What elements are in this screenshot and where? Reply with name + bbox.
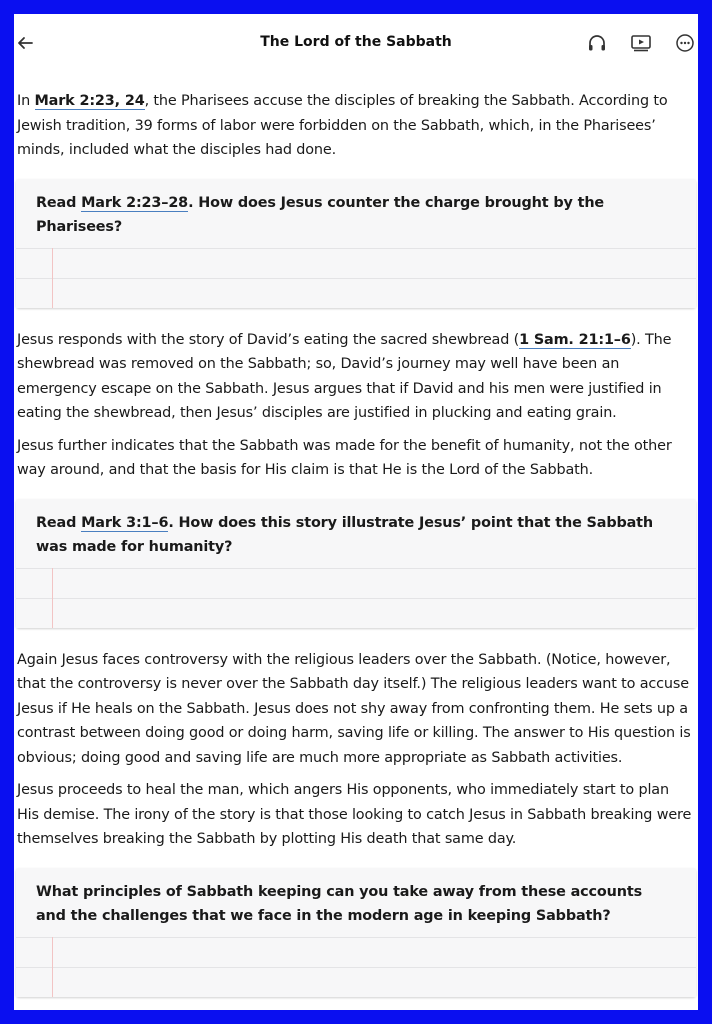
page-title: The Lord of the Sabbath (260, 34, 452, 50)
lesson-content (14, 72, 698, 997)
answer-line[interactable] (16, 248, 696, 278)
answer-line[interactable] (16, 598, 696, 628)
margin-rule (52, 568, 53, 628)
answer-line[interactable] (16, 967, 696, 997)
answer-line[interactable] (16, 937, 696, 967)
play-video-icon[interactable] (628, 30, 654, 56)
paragraph: Jesus proceeds to heal the man, which angers His opponents, who immediately start to plan His demise. The irony of the story is that those looking to catch Jesus in Sabbath breaking were themselves breaking the Sabbath by plotting His death that same day. (17, 782, 692, 847)
scripture-link[interactable]: 1 Sam. 21:1–6 (519, 331, 631, 348)
question-text: Read Mark 3:1–6. How does this story illustrate Jesus’ point that the Sabbath was made for humanity? (36, 514, 654, 555)
paragraph: Jesus responds with the story of David’s eating the sacred shewbread (1 Sam. 21:1–6). The shewbread was removed on the Sabbath; so, David’s journey may well have been an emergency escape on the Sabbath. Jesus argues that if David and his men were justified in eating the shewbread, then Jesus’ disciples are justified in plucking and eating grain. (17, 331, 672, 421)
more-options-icon[interactable] (672, 30, 698, 56)
top-bar (14, 14, 698, 72)
scripture-link[interactable]: Mark 2:23, 24 (34, 93, 145, 109)
question-box (16, 868, 696, 997)
answer-field[interactable] (16, 568, 696, 628)
answer-line[interactable] (16, 278, 696, 308)
answer-field[interactable] (16, 248, 696, 308)
margin-rule (52, 937, 53, 997)
scripture-link[interactable]: Mark 3:1–6 (81, 514, 169, 531)
paragraph: Jesus further indicates that the Sabbath was made for the benefit of humanity, not the other way around, and that the basis for His claim is that He is the Lord of the Sabbath. (17, 437, 672, 478)
question-box (16, 499, 696, 628)
paragraph: In Mark 2:23, 24, the Pharisees accuse the disciples of breaking the Sabbath. According to Jewish tradition, 39 forms of labor were forbidden on the Sabbath, which, in the Pharisees’ minds, included what the disciples had done. (17, 93, 668, 158)
app-window (14, 14, 698, 1010)
question-text: What principles of Sabbath keeping can you take away from these accounts and the challenges that we face in the modern age in keeping Sabbath? (36, 883, 642, 924)
answer-field[interactable] (16, 937, 696, 997)
answer-line[interactable] (16, 568, 696, 598)
question-box (16, 179, 696, 308)
headphones-icon[interactable] (584, 30, 610, 56)
scripture-link[interactable]: Mark 2:23–28 (81, 194, 189, 211)
question-text: Read Mark 2:23–28. How does Jesus counter the charge brought by the Pharisees? (36, 194, 605, 235)
paragraph: Again Jesus faces controversy with the religious leaders over the Sabbath. (Notice, however, that the controversy is never over the Sabbath day itself.) The religious leaders want to accuse Jesus if He heals on the Sabbath. Jesus does not shy away from confronting them. He sets up a contrast between doing good or doing harm, saving life or killing. The answer to His question is obvious; doing good and saving life are much more appropriate as Sabbath activities. (17, 651, 691, 766)
margin-rule (52, 248, 53, 308)
